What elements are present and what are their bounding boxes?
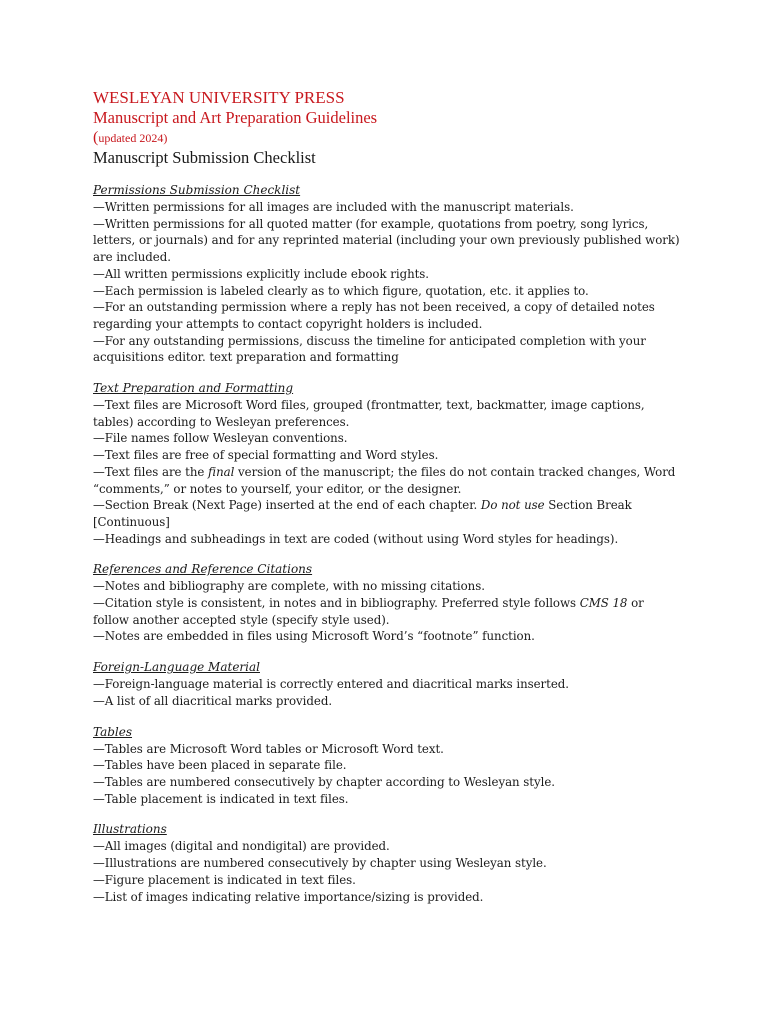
checklist-item: —Table placement is indicated in text files.	[93, 791, 349, 806]
section-heading: Permissions Submission Checklist	[93, 183, 301, 197]
checklist-item: —Text files are Microsoft Word files, grouped (frontmatter, text, backmatter, image captions, tables) according to Wesleyan preferences.	[93, 398, 645, 429]
item-text: —Section Break (Next Page) inserted at the end of each chapter.	[93, 498, 481, 513]
updated-text: updated 2024)	[98, 131, 168, 145]
guidelines-subtitle: Manuscript and Art Preparation Guidelines	[93, 108, 378, 127]
checklist-item: —Each permission is labeled clearly as to which figure, quotation, etc. it applies to.	[93, 283, 589, 298]
checklist-item	[93, 464, 683, 497]
checklist-item: —List of images indicating relative importance/sizing is provided.	[93, 889, 484, 904]
section-heading: Foreign-Language Material	[93, 660, 260, 675]
checklist-section	[93, 380, 683, 547]
checklist-item: —For an outstanding permission where a reply has not been received, a copy of detailed notes regarding your attempts to contact copyright holders is included.	[93, 300, 655, 331]
checklist-item: —Illustrations are numbered consecutively by chapter using Wesleyan style.	[93, 856, 547, 871]
checklist-item: —Notes and bibliography are complete, with no missing citations.	[93, 579, 485, 594]
updated-open-paren: (	[93, 129, 99, 146]
item-emphasis: CMS 18	[579, 596, 628, 611]
checklist-section	[93, 659, 683, 709]
checklist-item: —File names follow Wesleyan conventions.	[93, 431, 348, 446]
publisher-title: WESLEYAN UNIVERSITY PRESS	[93, 88, 345, 107]
checklist-title: Manuscript Submission Checklist	[93, 148, 316, 167]
checklist-item	[93, 595, 683, 628]
checklist-section	[93, 561, 683, 645]
checklist-item: —Written permissions for all quoted matter (for example, quotations from poetry, song lyrics, letters, or journals) and for any reprinted material (including your own previously published work) are included.	[93, 216, 680, 265]
section-heading: Illustrations	[93, 822, 167, 837]
item-text: Section Break [Continuous]	[93, 498, 632, 529]
item-emphasis: final	[208, 464, 235, 479]
checklist-item: —Headings and subheadings in text are coded (without using Word styles for headings).	[93, 531, 619, 546]
item-text: or follow another accepted style (specify style used).	[93, 596, 644, 627]
checklist-item	[93, 497, 683, 530]
checklist-section	[93, 182, 683, 366]
checklist-section	[93, 821, 683, 905]
checklist-item: —All written permissions explicitly include ebook rights.	[93, 266, 430, 281]
checklist-sections	[93, 182, 683, 905]
checklist-item: —A list of all diacritical marks provided.	[93, 693, 333, 708]
checklist-item: —Foreign-language material is correctly entered and diacritical marks inserted.	[93, 677, 569, 692]
item-text: version of the manuscript; the files do not contain tracked changes, Word “comments,” or notes to yourself, your editor, or the designer.	[93, 464, 676, 496]
checklist-item: —Notes are embedded in files using Microsoft Word’s “footnote” function.	[93, 629, 535, 644]
checklist-item: —Text files are free of special formatting and Word styles.	[93, 448, 439, 463]
item-text: —Text files are the	[93, 464, 209, 479]
section-heading: Text Preparation and Formatting	[93, 381, 294, 396]
updated-note	[93, 128, 683, 148]
checklist-item: —Tables have been placed in separate file.	[93, 758, 347, 773]
document-content	[93, 88, 683, 919]
checklist-item: —Figure placement is indicated in text files.	[93, 872, 356, 887]
checklist-item: —Tables are numbered consecutively by chapter according to Wesleyan style.	[93, 774, 555, 789]
checklist-item: —All images (digital and nondigital) are provided.	[93, 839, 390, 854]
checklist-item: —Written permissions for all images are included with the manuscript materials.	[93, 200, 574, 214]
item-emphasis: Do not use	[480, 498, 545, 513]
checklist-item: —For any outstanding permissions, discuss the timeline for anticipated completion with your acquisitions editor. text preparation and formatting	[93, 333, 646, 365]
checklist-item: —Tables are Microsoft Word tables or Microsoft Word text.	[93, 741, 444, 756]
section-heading: Tables	[93, 724, 133, 739]
checklist-section	[93, 724, 683, 808]
item-text: —Citation style is consistent, in notes and in bibliography. Preferred style follows	[93, 596, 580, 611]
section-heading: References and Reference Citations	[93, 562, 313, 577]
